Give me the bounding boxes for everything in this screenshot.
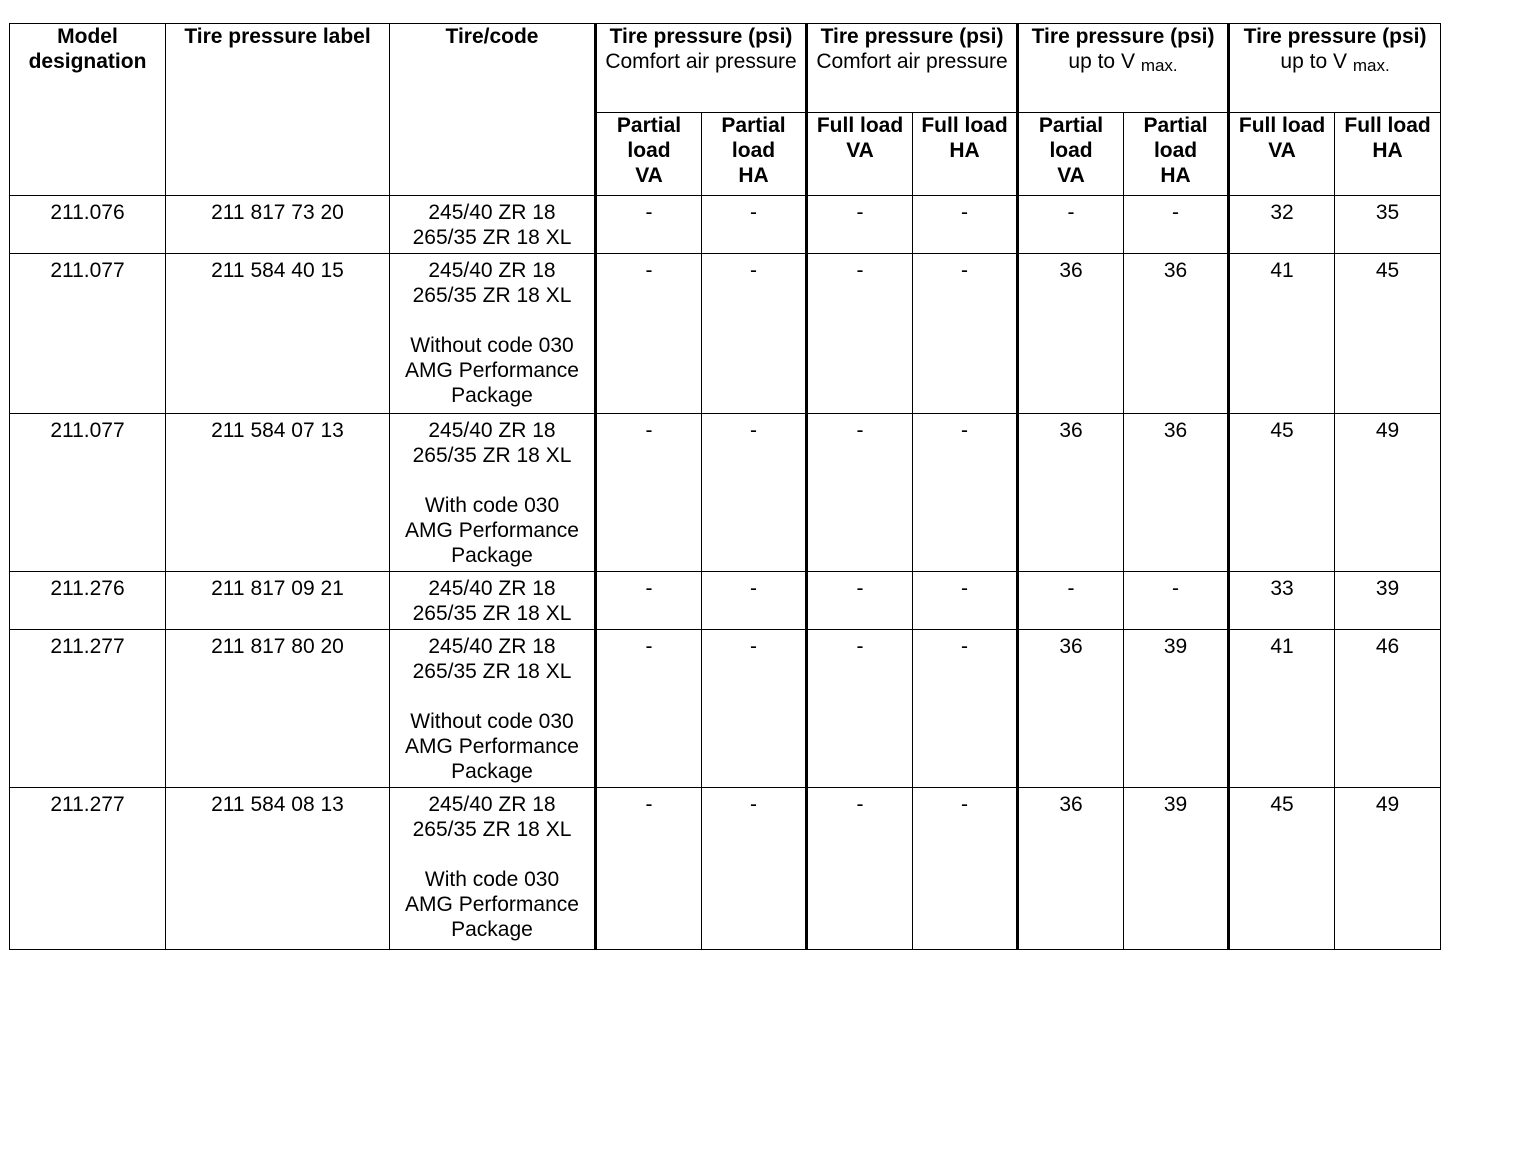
header-subcolumn xyxy=(1229,113,1335,196)
cell-tire-code xyxy=(390,196,596,254)
cell-pressure-value: - xyxy=(1018,196,1124,254)
header-subcolumn-line: load xyxy=(1049,139,1093,162)
header-subcolumn xyxy=(913,113,1018,196)
equipment-code: AMG Performance xyxy=(405,735,579,758)
group-subtitle xyxy=(1019,49,1227,78)
cell-tire-code xyxy=(390,572,596,630)
equipment-code: Without code 030 xyxy=(410,334,574,357)
cell-pressure-value: 39 xyxy=(1335,572,1441,630)
header-subcolumn-line: load xyxy=(1153,139,1198,162)
equipment-code: Package xyxy=(451,760,533,783)
equipment-code: Package xyxy=(451,918,533,941)
cell-pressure-value: 36 xyxy=(1124,414,1229,572)
header-model-designation: Model designation xyxy=(10,24,166,196)
cell-tire-pressure-label: 211 584 40 15 xyxy=(166,254,390,414)
cell-model-designation: 211.276 xyxy=(10,572,166,630)
cell-pressure-value: - xyxy=(913,788,1018,950)
header-group-vmax-partial xyxy=(1018,24,1229,113)
cell-pressure-value: - xyxy=(596,572,702,630)
header-group-comfort-partial xyxy=(596,24,807,113)
cell-pressure-value: - xyxy=(807,254,913,414)
cell-pressure-value: - xyxy=(702,630,807,788)
header-row-groups xyxy=(10,24,1441,113)
header-subcolumn-line: load xyxy=(627,139,671,162)
cell-pressure-value: - xyxy=(702,572,807,630)
cell-pressure-value: 45 xyxy=(1229,788,1335,950)
cell-pressure-value: - xyxy=(596,414,702,572)
cell-tire-pressure-label: 211 817 73 20 xyxy=(166,196,390,254)
header-subcolumn xyxy=(807,113,913,196)
cell-pressure-value: 36 xyxy=(1018,788,1124,950)
header-subcolumn-line: Partial xyxy=(1038,114,1104,137)
tire-size: 265/35 ZR 18 XL xyxy=(412,660,572,683)
cell-pressure-value: 36 xyxy=(1018,254,1124,414)
equipment-code: AMG Performance xyxy=(405,359,579,382)
header-subcolumn-line: Partial xyxy=(616,114,682,137)
line-gap xyxy=(390,684,594,709)
header-subcolumn-line: VA xyxy=(1268,139,1296,162)
header-subcolumn xyxy=(596,113,702,196)
header-subcolumn-line: HA xyxy=(1372,139,1403,162)
cell-pressure-value: - xyxy=(1018,572,1124,630)
cell-pressure-value: - xyxy=(913,630,1018,788)
cell-pressure-value: 39 xyxy=(1124,788,1229,950)
cell-pressure-value: - xyxy=(702,788,807,950)
tire-size: 245/40 ZR 18 xyxy=(428,259,556,282)
tire-size: 265/35 ZR 18 XL xyxy=(412,284,572,307)
cell-pressure-value: - xyxy=(596,196,702,254)
cell-pressure-value: - xyxy=(913,254,1018,414)
equipment-code: AMG Performance xyxy=(405,519,579,542)
cell-pressure-value: - xyxy=(702,254,807,414)
tire-size: 265/35 ZR 18 XL xyxy=(412,818,572,841)
cell-pressure-value: - xyxy=(1124,196,1229,254)
cell-pressure-value: - xyxy=(702,196,807,254)
cell-pressure-value: 46 xyxy=(1335,630,1441,788)
cell-pressure-value: 36 xyxy=(1018,414,1124,572)
cell-model-designation: 211.277 xyxy=(10,630,166,788)
cell-pressure-value: - xyxy=(807,788,913,950)
group-subtitle-prefix: up to V xyxy=(1280,50,1347,73)
cell-model-designation: 211.077 xyxy=(10,414,166,572)
cell-pressure-value: 32 xyxy=(1229,196,1335,254)
header-subcolumn xyxy=(1335,113,1441,196)
cell-pressure-value: 45 xyxy=(1335,254,1441,414)
cell-model-designation: 211.076 xyxy=(10,196,166,254)
cell-pressure-value: - xyxy=(596,788,702,950)
cell-tire-pressure-label: 211 817 80 20 xyxy=(166,630,390,788)
tire-size: 265/35 ZR 18 XL xyxy=(412,602,572,625)
group-title: Tire pressure (psi) xyxy=(1031,25,1215,48)
cell-pressure-value: 41 xyxy=(1229,254,1335,414)
table-row xyxy=(10,254,1441,414)
header-subcolumn-line: Full load xyxy=(1238,114,1326,137)
cell-pressure-value: - xyxy=(702,414,807,572)
cell-model-designation: 211.277 xyxy=(10,788,166,950)
header-subcolumn-line: Full load xyxy=(816,114,904,137)
group-subtitle: Comfort air pressure xyxy=(816,50,1008,73)
tire-size: 245/40 ZR 18 xyxy=(428,419,556,442)
header-subcolumn-line: Partial xyxy=(1143,114,1208,137)
cell-pressure-value: 41 xyxy=(1229,630,1335,788)
header-subcolumn-line: VA xyxy=(846,139,874,162)
header-tire-code: Tire/code xyxy=(390,24,596,196)
cell-pressure-value: - xyxy=(807,572,913,630)
table-row xyxy=(10,788,1441,950)
line-gap xyxy=(390,308,594,333)
header-subcolumn-line: Full load xyxy=(921,114,1008,137)
tire-size: 245/40 ZR 18 xyxy=(428,635,556,658)
equipment-code: Without code 030 xyxy=(410,710,574,733)
cell-pressure-value: - xyxy=(1124,572,1229,630)
group-subtitle: Comfort air pressure xyxy=(605,50,797,73)
group-title: Tire pressure (psi) xyxy=(820,25,1004,48)
group-subtitle-prefix: up to V xyxy=(1068,50,1135,73)
header-group-comfort-full xyxy=(807,24,1018,113)
cell-pressure-value: 49 xyxy=(1335,414,1441,572)
cell-pressure-value: 33 xyxy=(1229,572,1335,630)
equipment-code: Package xyxy=(451,544,533,567)
tire-size: 265/35 ZR 18 XL xyxy=(412,226,572,249)
equipment-code: AMG Performance xyxy=(405,893,579,916)
group-subtitle-sub: max. xyxy=(1140,56,1178,75)
group-subtitle-sub: max. xyxy=(1352,56,1390,75)
header-subcolumn-line: HA xyxy=(1160,164,1191,187)
table-row xyxy=(10,572,1441,630)
cell-pressure-value: 35 xyxy=(1335,196,1441,254)
group-subtitle xyxy=(1230,49,1440,78)
cell-model-designation: 211.077 xyxy=(10,254,166,414)
equipment-code: With code 030 xyxy=(424,494,560,517)
header-subcolumn-line: VA xyxy=(635,164,663,187)
header-subcolumn-line: load xyxy=(731,139,776,162)
cell-tire-pressure-label: 211 584 08 13 xyxy=(166,788,390,950)
table-row xyxy=(10,414,1441,572)
cell-pressure-value: - xyxy=(913,414,1018,572)
header-group-vmax-full xyxy=(1229,24,1441,113)
table-body xyxy=(10,196,1441,950)
cell-pressure-value: - xyxy=(807,196,913,254)
cell-tire-code xyxy=(390,414,596,572)
header-tire-pressure-label-text: Tire pressure label xyxy=(184,25,371,48)
header-tire-pressure-label xyxy=(166,24,390,196)
cell-pressure-value: 45 xyxy=(1229,414,1335,572)
header-subcolumn-line: Partial xyxy=(721,114,786,137)
cell-tire-pressure-label: 211 817 09 21 xyxy=(166,572,390,630)
cell-pressure-value: 39 xyxy=(1124,630,1229,788)
cell-tire-code xyxy=(390,788,596,950)
header-subcolumn xyxy=(1018,113,1124,196)
tire-size: 245/40 ZR 18 xyxy=(428,793,556,816)
cell-pressure-value: 36 xyxy=(1018,630,1124,788)
header-subcolumn-line: Full load xyxy=(1344,114,1431,137)
equipment-code: Package xyxy=(451,384,533,407)
cell-pressure-value: - xyxy=(596,254,702,414)
cell-pressure-value: - xyxy=(913,196,1018,254)
cell-tire-pressure-label: 211 584 07 13 xyxy=(166,414,390,572)
header-subcolumn-line: HA xyxy=(738,164,769,187)
group-title: Tire pressure (psi) xyxy=(609,25,793,48)
tire-size: 245/40 ZR 18 xyxy=(428,577,556,600)
cell-tire-code xyxy=(390,630,596,788)
equipment-code: With code 030 xyxy=(424,868,560,891)
cell-pressure-value: 49 xyxy=(1335,788,1441,950)
table-row xyxy=(10,196,1441,254)
header-subcolumn xyxy=(702,113,807,196)
cell-pressure-value: - xyxy=(913,572,1018,630)
line-gap xyxy=(390,468,594,493)
cell-pressure-value: - xyxy=(596,630,702,788)
cell-pressure-value: 36 xyxy=(1124,254,1229,414)
group-title: Tire pressure (psi) xyxy=(1243,25,1427,48)
cell-pressure-value: - xyxy=(807,414,913,572)
tire-pressure-table xyxy=(9,23,1441,950)
header-subcolumn-line: HA xyxy=(949,139,980,162)
tire-size: 265/35 ZR 18 XL xyxy=(412,444,572,467)
table-row xyxy=(10,630,1441,788)
header-subcolumn xyxy=(1124,113,1229,196)
tire-size: 245/40 ZR 18 xyxy=(428,201,556,224)
cell-tire-code xyxy=(390,254,596,414)
header-subcolumn-line: VA xyxy=(1057,164,1085,187)
line-gap xyxy=(390,842,594,867)
cell-pressure-value: - xyxy=(807,630,913,788)
